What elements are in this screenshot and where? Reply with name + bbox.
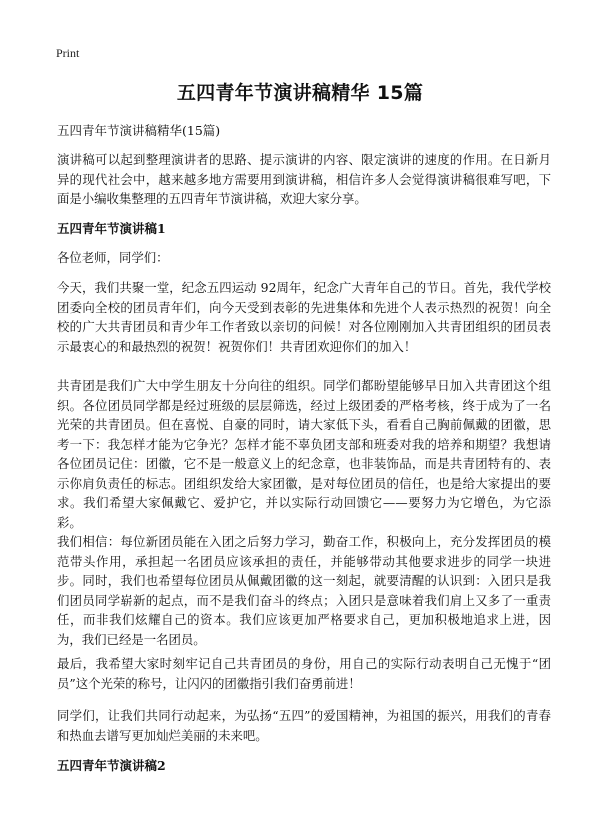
print-link[interactable]: Print	[56, 46, 80, 60]
greeting-paragraph: 各位老师，同学们：	[57, 250, 169, 265]
body-paragraph: 共青团是我们广大中学生朋友十分向往的组织。同学们都盼望能够早日加入共青团这个组织。各位团员同学都是经过班级的层层筛选，经过上级团委的严格考核，终于成为了一名光荣的共青团员。但在喜悦、自豪的同时，请大家低下头，看看自己胸前佩戴的团徽，思考一下：我怎样才能为它争光？怎样才能不辜负团支部和班委对我的培养和期望？我想请各位团员记住：团徽，它不是一般意义上的纪念章，也非装饰品，而是共青团特有的、表示你肩负责任的标志。团组织发给大家团徽，是对每位团员的信任，也是给大家提出的要求。我们希望大家佩戴它、爱护它，并以实际行动回馈它——要努力为它增色，为它添彩。	[57, 378, 551, 530]
intro-paragraph: 演讲稿可以起到整理演讲者的思路、提示演讲的内容、限定演讲的速度的作用。在日新月异的现代社会中，越来越多地方需要用到演讲稿，相信许多人会觉得演讲稿很难写吧，下面是小编收集整理的五四青年节演讲稿，欢迎大家分享。	[57, 152, 551, 206]
body-paragraph: 我们相信：每位新团员能在入团之后努力学习，勤奋工作，积极向上，充分发挥团员的模范带头作用，承担起一名团员应该承担的责任，并能够带动其他要求进步的同学一块进步。同时，我们也希望每位团员从佩戴团徽的这一刻起，就要清醒的认识到：入团只是我们团员同学崭新的起点，而不是我们奋斗的终点；入团只是意味着我们肩上又多了一重责任，而非我们炫耀自己的资本。我们应该更加严格要求自己，更加积极地追求上进，因为，我们已经是一名团员。	[57, 534, 551, 647]
body-paragraph: 同学们，让我们共同行动起来，为弘扬“五四”的爱国精神，为祖国的振兴，用我们的青春和热血去谱写更加灿烂美丽的未来吧。	[57, 708, 551, 743]
body-paragraph: 最后，我希望大家时刻牢记自己共青团员的身份，用自己的实际行动表明自己无愧于“团员”这个光荣的称号，让闪闪的团徽指引我们奋勇前进！	[57, 656, 551, 691]
page-title: 五四青年节演讲稿精华 15篇	[176, 82, 424, 104]
document-subtitle: 五四青年节演讲稿精华(15篇)	[57, 123, 221, 138]
section-heading-1: 五四青年节演讲稿1	[57, 221, 166, 236]
section-heading-2: 五四青年节演讲稿2	[57, 758, 166, 773]
body-paragraph: 今天，我们共聚一堂，纪念五四运动 92周年，纪念广大青年自己的节日。首先，我代学校团委向全校的团员青年们，向今天受到表彰的先进集体和先进个人表示热烈的祝贺！向全校的广大共青团员和青少年工作者致以亲切的问候！对各位刚刚加入共青团组织的团员表示最衷心的和最热烈的祝贺！祝贺你们！共青团欢迎你们的加入！	[57, 280, 551, 354]
